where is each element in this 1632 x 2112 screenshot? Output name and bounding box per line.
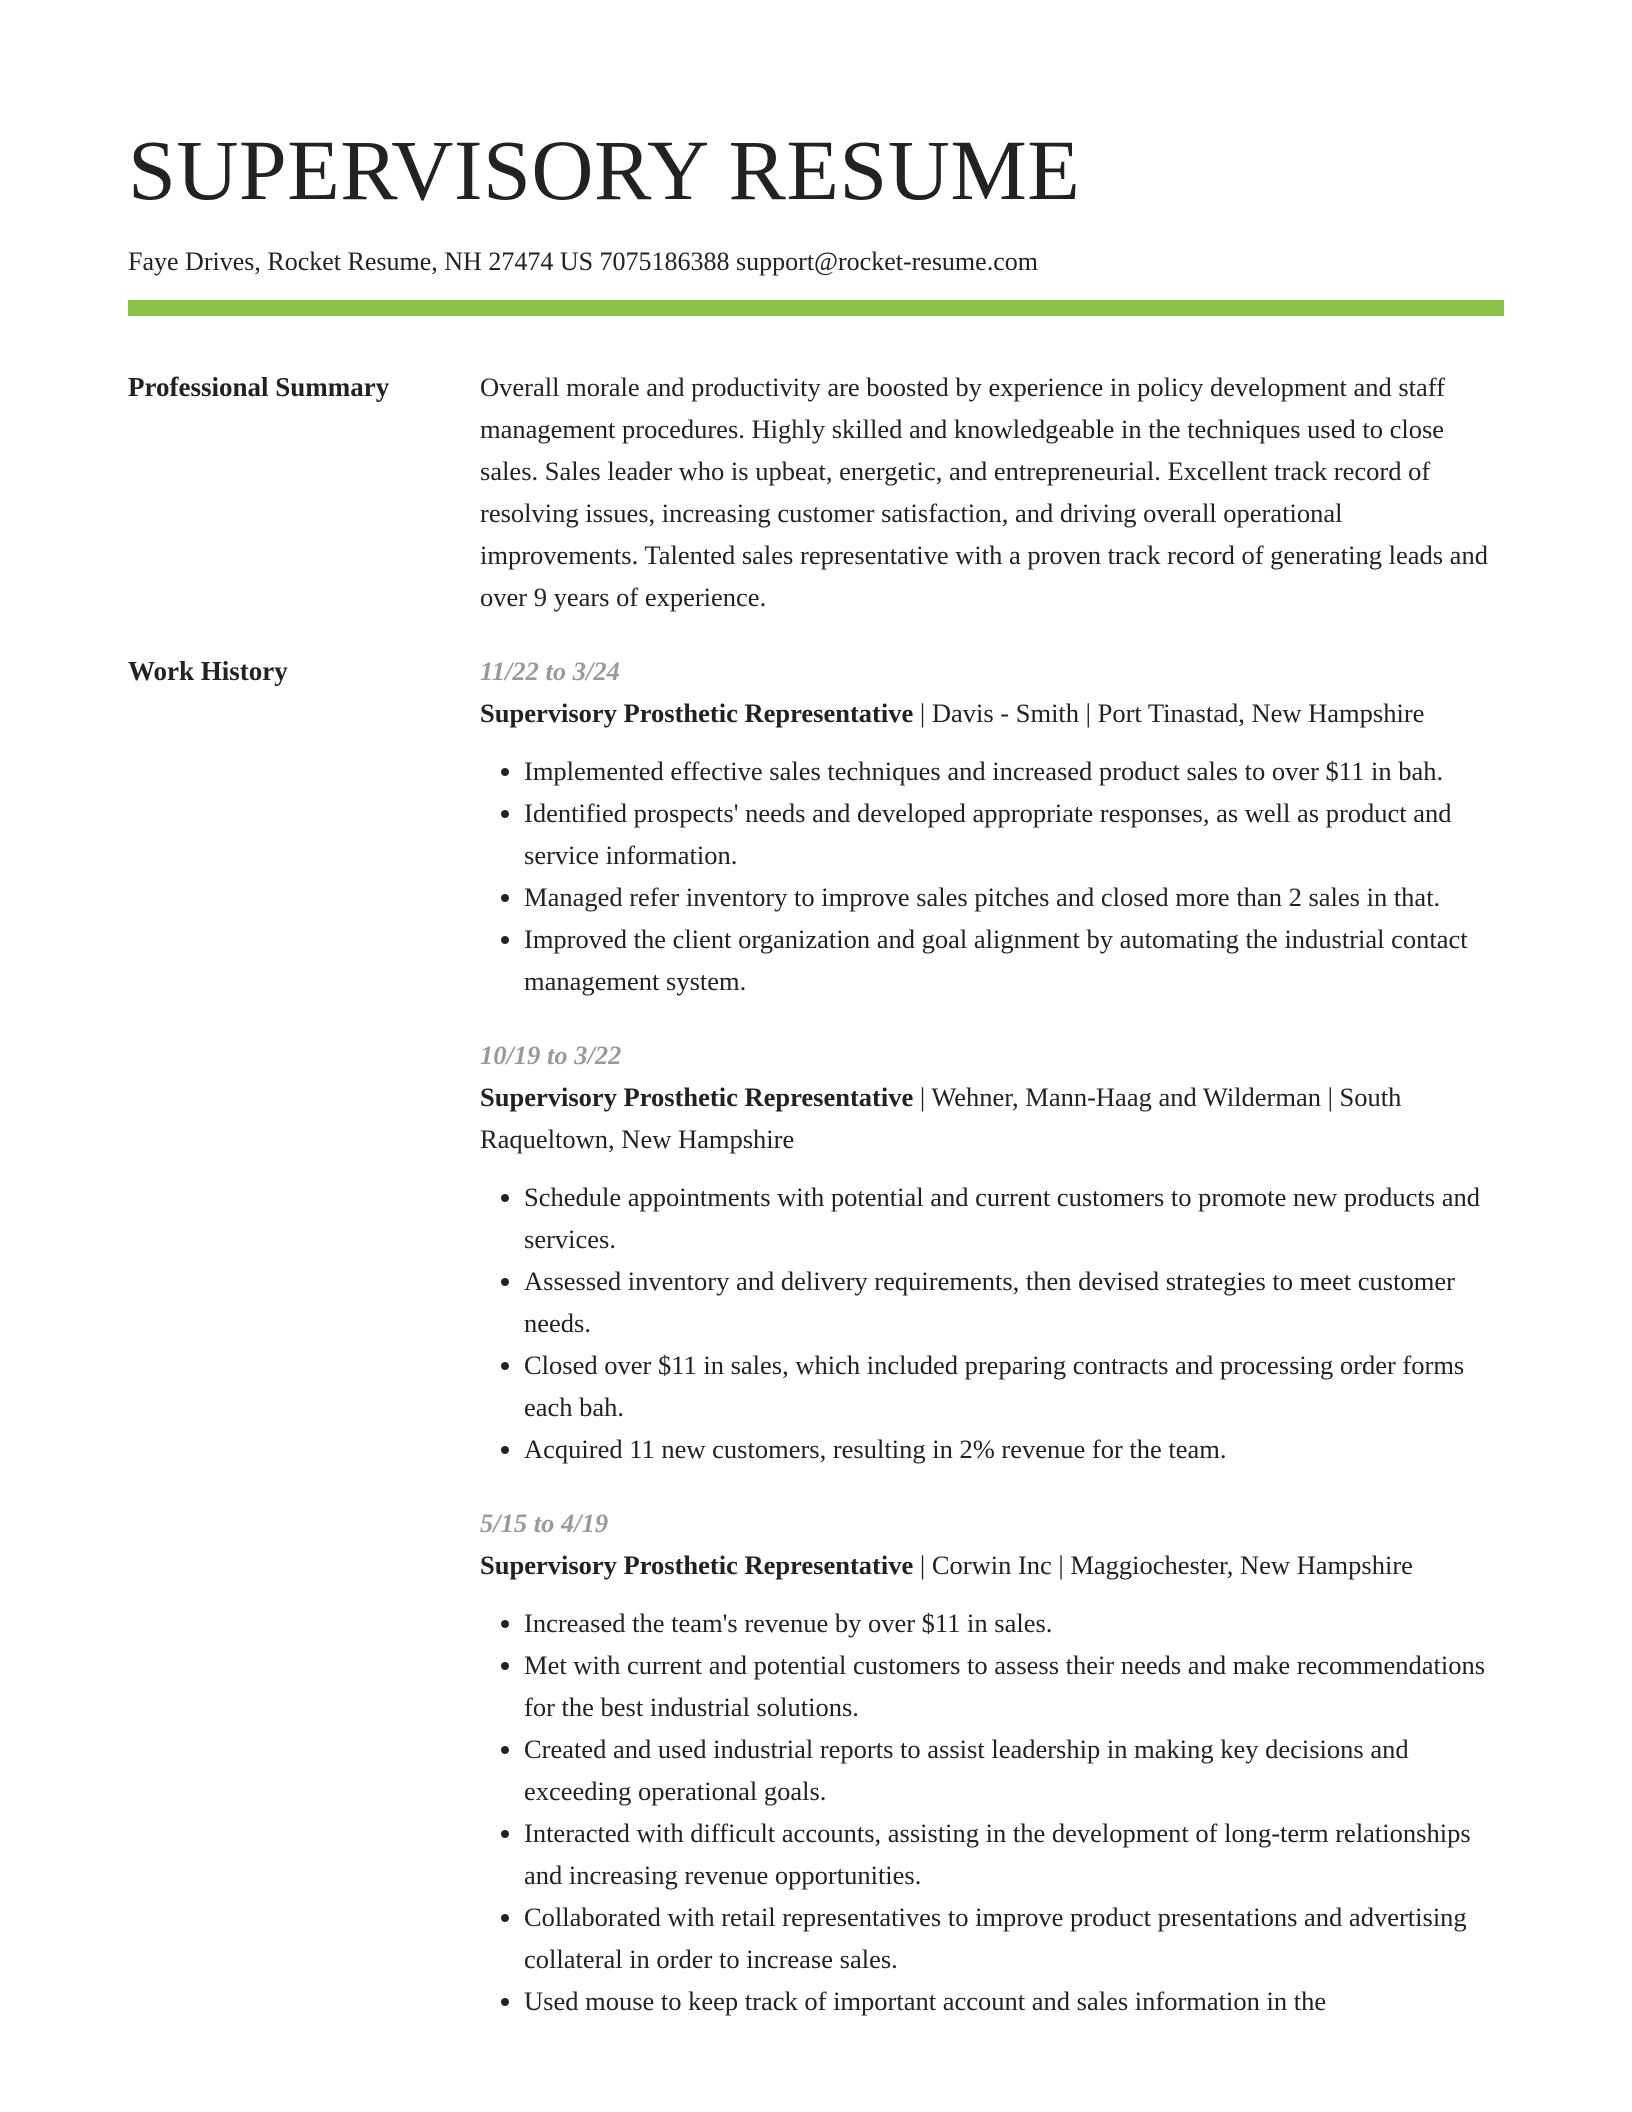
job-heading (480, 1076, 1504, 1160)
job-details: | Wehner, Mann-Haag and Wilderman | South Raqueltown, New Hampshire (480, 1082, 1402, 1154)
job-title: Supervisory Prosthetic Representative (480, 1550, 914, 1580)
job-dates: 5/15 to 4/19 (480, 1508, 609, 1538)
job-bullet: • Managed refer inventory to improve sales pitches and closed more than 2 sales in that. (524, 876, 1504, 918)
job-bullet: • Met with current and potential customers to assess their needs and make recommendations for the best industrial solutions. (524, 1644, 1504, 1728)
job-details: | Corwin Inc | Maggiochester, New Hampshire (913, 1550, 1413, 1580)
work-history-section (128, 650, 1504, 2054)
job-bullet: • Implemented effective sales techniques and increased product sales to over $11 in bah. (524, 750, 1504, 792)
accent-divider (128, 300, 1504, 316)
job-bullet: • Identified prospects' needs and developed appropriate responses, as well as product and service information. (524, 792, 1504, 876)
summary-section (128, 366, 1504, 618)
work-history-body (480, 650, 1504, 2054)
job-bullet: • Improved the client organization and goal alignment by automating the industrial contact management system. (524, 918, 1504, 1002)
job-title: Supervisory Prosthetic Representative (480, 698, 914, 728)
summary-label: Professional Summary (128, 372, 390, 402)
job-entry (480, 1034, 1504, 1470)
job-bullet: • Created and used industrial reports to assist leadership in making key decisions and exceeding operational goals. (524, 1728, 1504, 1812)
job-bullet: • Assessed inventory and delivery requirements, then devised strategies to meet customer needs. (524, 1260, 1504, 1344)
job-bullet: • Used mouse to keep track of important account and sales information in the (524, 1980, 1504, 2022)
job-bullet: • Schedule appointments with potential and current customers to promote new products and services. (524, 1176, 1504, 1260)
job-bullet: • Closed over $11 in sales, which included preparing contracts and processing order forms each bah. (524, 1344, 1504, 1428)
job-bullets (480, 750, 1504, 1002)
work-history-label: Work History (128, 656, 288, 686)
job-bullet: • Increased the team's revenue by over $11 in sales. (524, 1602, 1504, 1644)
resume-page (128, 0, 1504, 2054)
job-details: | Davis - Smith | Port Tinastad, New Hampshire (913, 698, 1425, 728)
job-bullet: • Collaborated with retail representatives to improve product presentations and advertising collateral in order to increase sales. (524, 1896, 1504, 1980)
job-bullets (480, 1176, 1504, 1470)
job-entry (480, 1502, 1504, 2022)
job-dates: 10/19 to 3/22 (480, 1040, 622, 1070)
job-title: Supervisory Prosthetic Representative (480, 1082, 914, 1112)
summary-text: Overall morale and productivity are boosted by experience in policy development and staff management procedures. Highly skilled and knowledgeable in the techniques used to close sales. Sales leader who is upbeat, energetic, and entrepreneurial. Excellent track record of resolving issues, increasing customer satisfaction, and driving overall operational improvements. Talented sales representative with a proven track record of generating leads and over 9 years of experience. (480, 372, 1488, 612)
summary-body (480, 366, 1504, 618)
contact-line: Faye Drives, Rocket Resume, NH 27474 US 7075186388 support@rocket-resume.com (128, 247, 1038, 276)
job-heading (480, 692, 1504, 734)
job-entry (480, 650, 1504, 1002)
resume-title: SUPERVISORY RESUME (128, 122, 1081, 218)
job-bullet: • Interacted with difficult accounts, assisting in the development of long-term relationships and increasing revenue opportunities. (524, 1812, 1504, 1896)
job-bullets (480, 1602, 1504, 2022)
job-dates: 11/22 to 3/24 (480, 656, 620, 686)
job-heading (480, 1544, 1504, 1586)
job-bullet: • Acquired 11 new customers, resulting in 2% revenue for the team. (524, 1428, 1504, 1470)
